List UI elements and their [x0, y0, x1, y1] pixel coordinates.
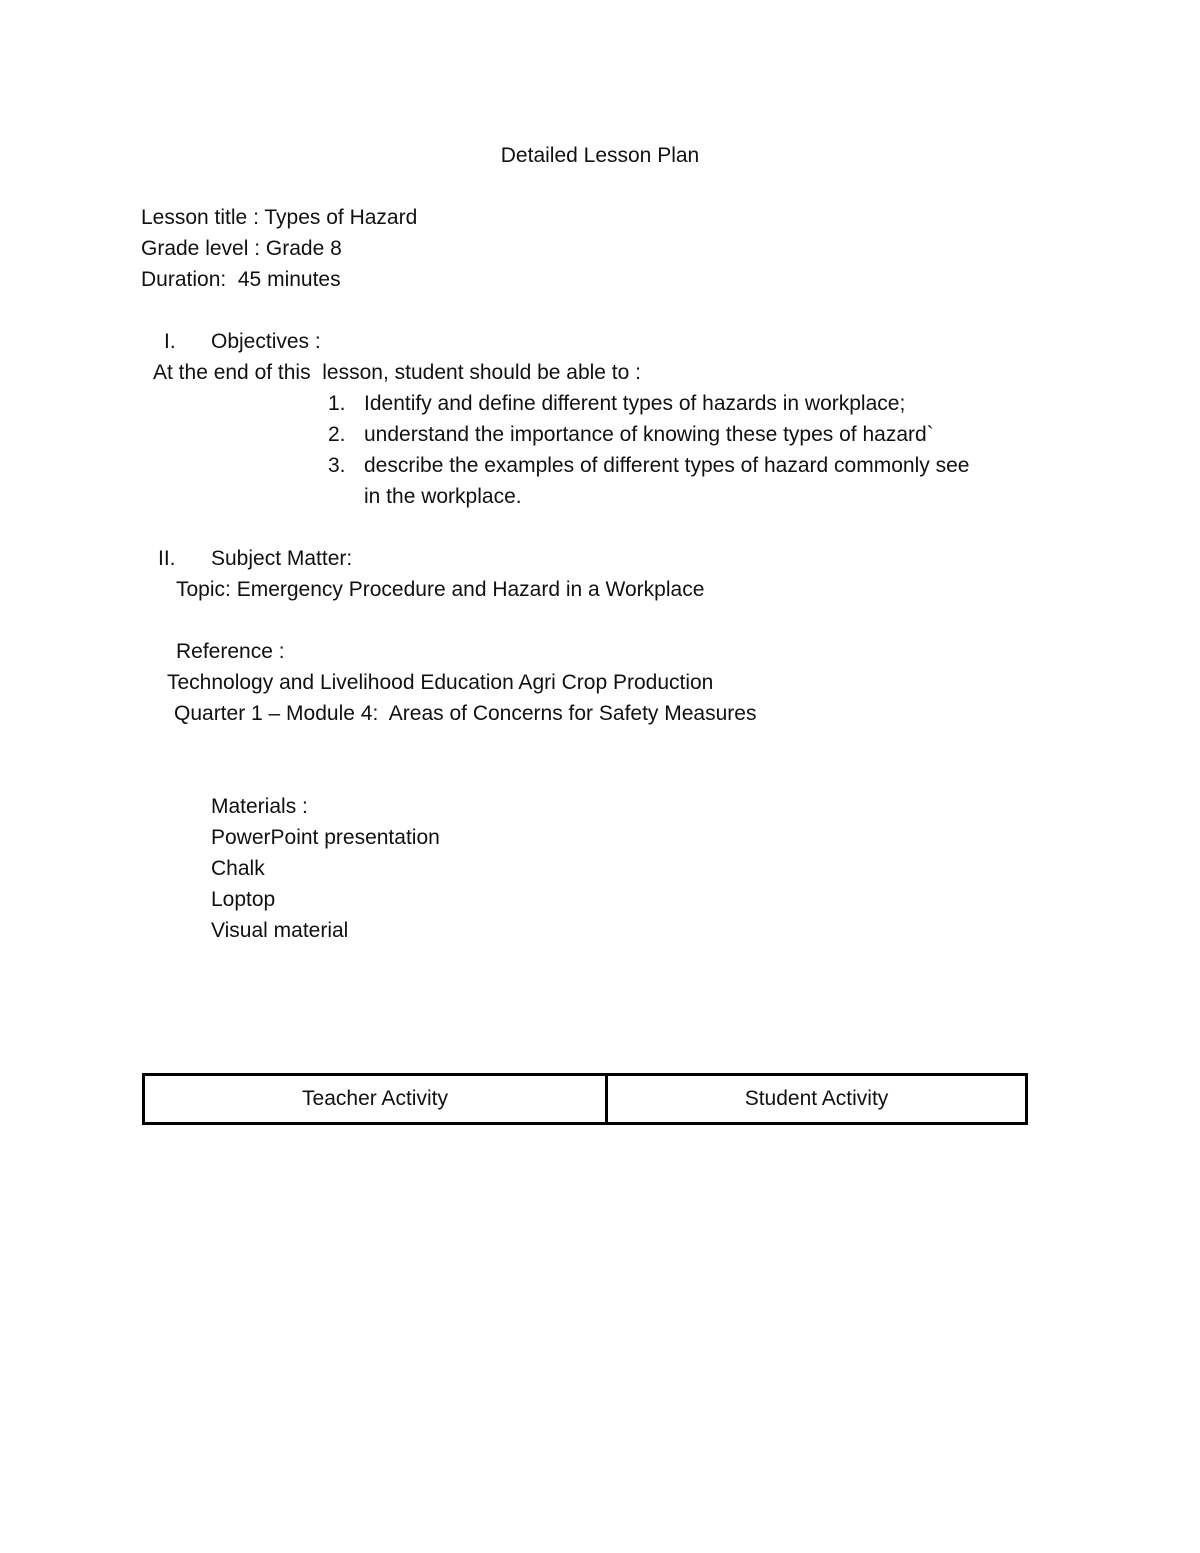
objective-number: 1.: [328, 392, 346, 415]
topic: Topic: Emergency Procedure and Hazard in a Workplace: [176, 578, 705, 601]
materials-label: Materials :: [211, 795, 308, 818]
objectives-intro: At the end of this lesson, student should be able to :: [153, 361, 641, 384]
reference-line: Quarter 1 – Module 4: Areas of Concerns for Safety Measures: [174, 702, 757, 725]
objective-number: 3.: [328, 454, 346, 477]
material-item: Loptop: [211, 888, 276, 911]
material-item: PowerPoint presentation: [211, 826, 440, 849]
table-header-student-activity: Student Activity: [744, 1087, 889, 1110]
material-item: Visual material: [211, 919, 349, 942]
activity-table: [142, 1073, 1028, 1125]
material-item: Chalk: [211, 857, 265, 880]
objective-text: describe the examples of different types of hazard commonly see: [364, 454, 970, 477]
subject-matter-numeral: II.: [158, 547, 176, 570]
table-header-teacher-activity: Teacher Activity: [145, 1076, 608, 1122]
objective-number: 2.: [328, 423, 346, 446]
objective-text-continuation: in the workplace.: [364, 485, 522, 508]
grade-level: Grade level : Grade 8: [141, 237, 342, 260]
page-title: Detailed Lesson Plan: [500, 144, 700, 167]
subject-matter-heading: Subject Matter:: [211, 547, 353, 570]
lesson-title: Lesson title : Types of Hazard: [141, 206, 418, 229]
reference-line: Technology and Livelihood Education Agri Crop Production: [167, 671, 714, 694]
objective-text: understand the importance of knowing these types of hazard`: [364, 423, 934, 446]
objectives-heading: Objectives :: [211, 330, 321, 353]
reference-label: Reference :: [176, 640, 285, 663]
duration: Duration: 45 minutes: [141, 268, 341, 291]
objectives-numeral: I.: [164, 330, 176, 353]
objective-text: Identify and define different types of hazards in workplace;: [364, 392, 906, 415]
